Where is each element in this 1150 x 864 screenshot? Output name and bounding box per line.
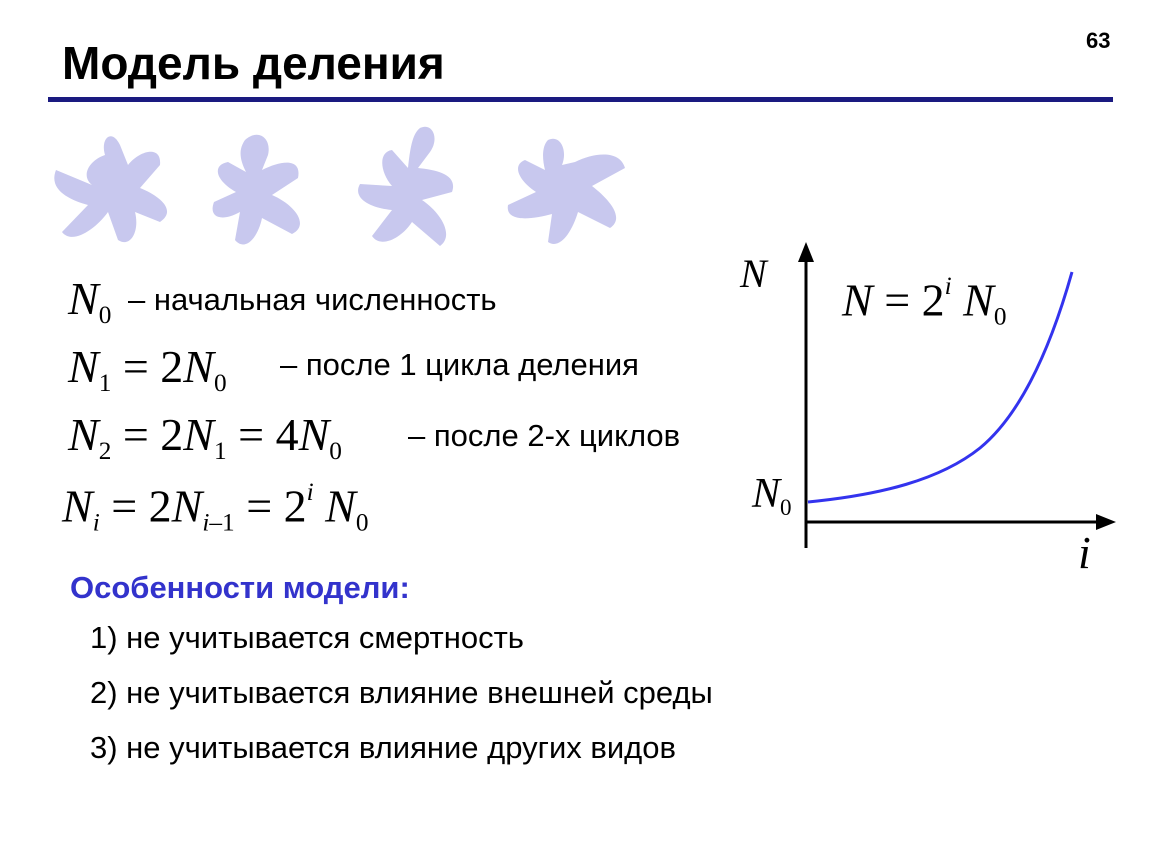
formula-ni: $N_i = 2N_{i-1} = 2^i$ $N_0$: [62, 478, 369, 537]
y-axis-arrow: [798, 242, 814, 262]
formula-n1-desc: – после 1 цикла деления: [280, 347, 639, 382]
feature-item-2: 2) не учитывается влияние внешней среды: [90, 675, 713, 710]
y-axis-label: N: [740, 251, 767, 296]
page-number: 63: [1086, 28, 1111, 53]
page-title: Модель деления: [62, 37, 445, 89]
graph-formula: $N = 2^i$ $N_0$: [842, 272, 1007, 331]
formula-n1: $N_1 = 2N_0$: [68, 341, 227, 397]
formula-n0-desc: – начальная численность: [128, 282, 497, 317]
formula-n2-desc: – после 2-х циклов: [408, 418, 681, 453]
x-axis-arrow: [1096, 514, 1116, 530]
n0-axis-label: $N_0$: [752, 471, 792, 521]
x-axis-label: i: [1078, 527, 1091, 578]
feature-item-3: 3) не учитывается влияние других видов: [90, 730, 676, 765]
feature-item-1: 1) не учитывается смертность: [90, 620, 524, 655]
features-title: Особенности модели:: [70, 570, 410, 605]
formula-n2: $N_2 = 2N_1 = 4N_0$: [68, 409, 342, 465]
formula-n0: $N_0$: [68, 273, 112, 329]
